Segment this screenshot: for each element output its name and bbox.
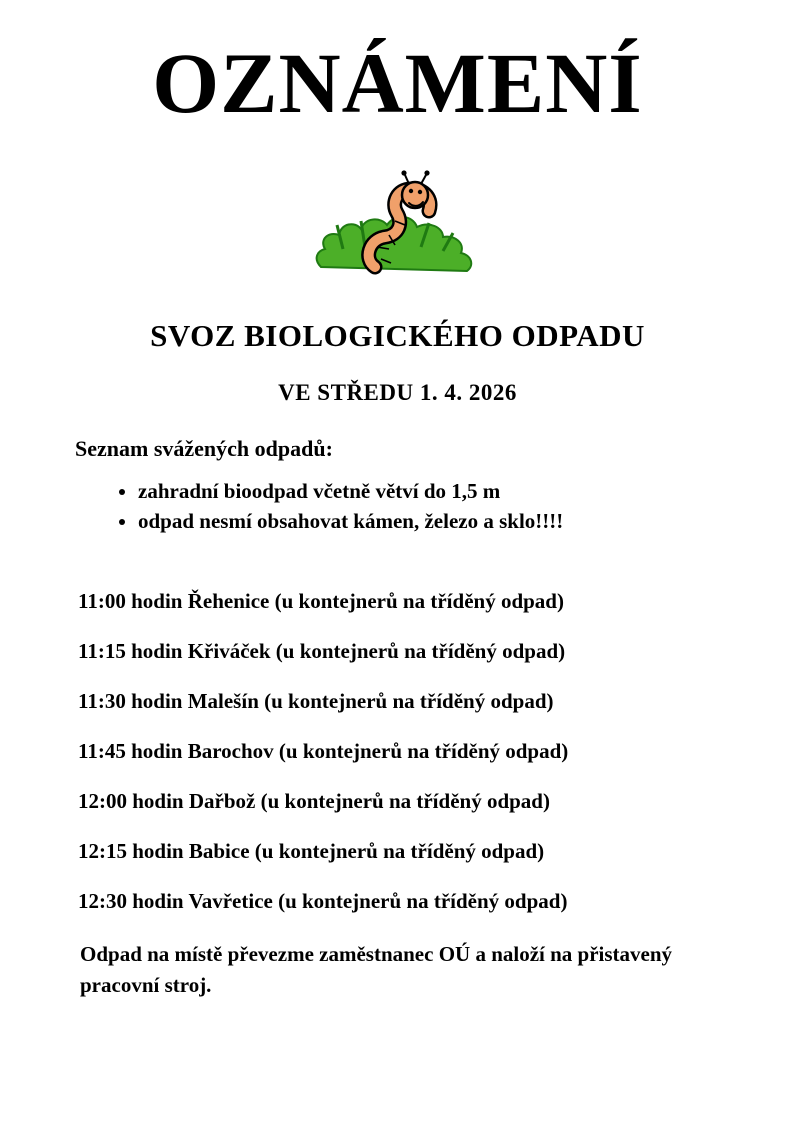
collection-date: VE STŘEDU 1. 4. 2026 [278, 379, 517, 405]
list-item: • odpad nesmí obsahovat kámen, železo a sklo!!!! [138, 506, 755, 536]
list-item: 12:00 hodin Dařbož (u kontejnerů na tříděný odpad) [78, 788, 550, 813]
list-item: 11:00 hodin Řehenice (u kontejnerů na tříděný odpad) [78, 588, 564, 613]
list-item: 12:15 hodin Babice (u kontejnerů na tříděný odpad) [78, 838, 545, 863]
list-item: 12:30 hodin Vavřetice (u kontejnerů na tříděný odpad) [78, 888, 568, 913]
notice-subtitle: SVOZ BIOLOGICKÉHO ODPADU [150, 318, 645, 353]
schedule-list [78, 589, 755, 914]
list-item: • zahradní bioodpad včetně větví do 1,5 m [138, 476, 755, 506]
footer-note: Odpad na místě převezme zaměstnanec OÚ a naloží na přistavený pracovní stroj. [80, 941, 673, 998]
waste-list [40, 476, 755, 537]
waste-list-heading: Seznam svážených odpadů: [75, 435, 333, 461]
list-item: 11:45 hodin Barochov (u kontejnerů na tříděný odpad) [78, 738, 569, 763]
earthworm-in-grass-icon [40, 160, 755, 290]
list-item: 11:15 hodin Křiváček (u kontejnerů na tříděný odpad) [78, 638, 566, 663]
list-item: 11:30 hodin Malešín (u kontejnerů na tříděný odpad) [78, 688, 554, 713]
page-title: OZNÁMENÍ [152, 35, 643, 131]
